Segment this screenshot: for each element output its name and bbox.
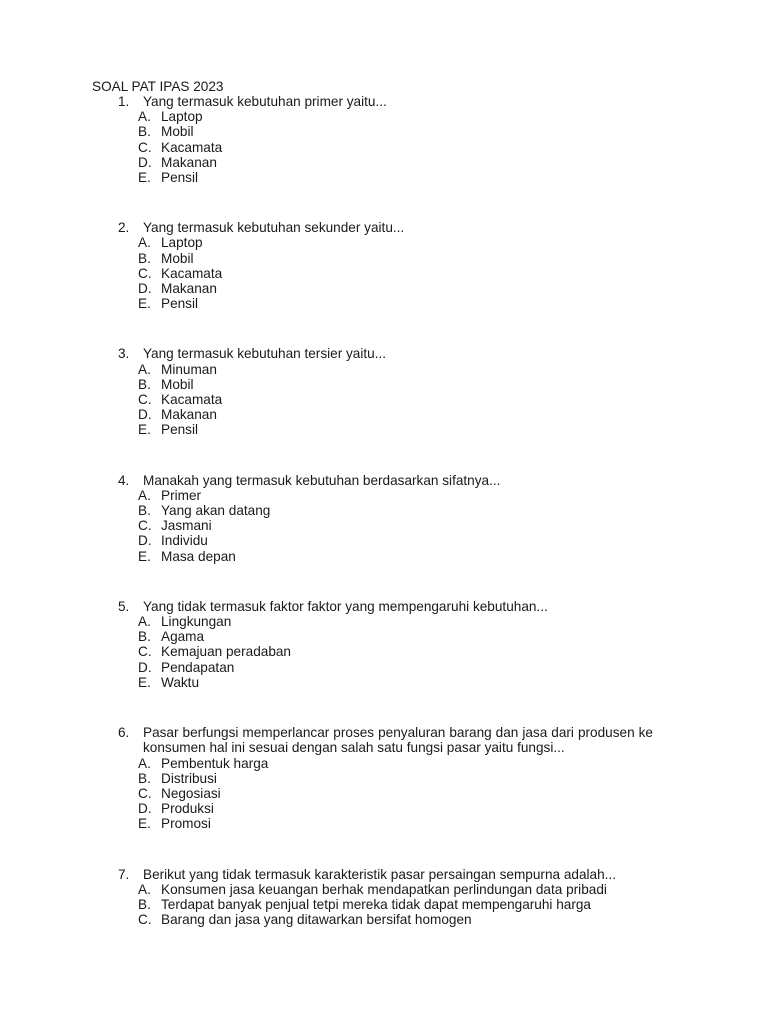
option-text: Makanan	[161, 407, 217, 423]
option-letter: B.	[138, 250, 151, 266]
question-number: 1.	[118, 94, 130, 109]
question-number: 2.	[118, 220, 130, 236]
option-letter: E.	[138, 296, 151, 312]
option-text: Primer	[161, 487, 202, 503]
answer-option	[138, 170, 653, 185]
question-stem	[118, 473, 653, 488]
question-text: Pasar berfungsi memperlancar proses penyaluran barang dan jasa dari produsen ke konsumen hal ini sesuai dengan salah satu fungsi pasar yaitu fungsi...	[143, 725, 653, 756]
answer-option	[138, 503, 653, 518]
question-stem	[118, 94, 653, 109]
answer-option	[138, 816, 653, 831]
option-text: Mobil	[161, 250, 194, 266]
option-text: Mobil	[161, 376, 194, 392]
question-item	[118, 599, 653, 690]
option-list	[138, 488, 653, 564]
answer-option	[138, 771, 653, 786]
option-letter: B.	[138, 503, 151, 519]
answer-option	[138, 756, 653, 771]
option-letter: A.	[138, 614, 151, 630]
answer-option	[138, 488, 653, 503]
answer-option	[138, 882, 653, 897]
option-text: Masa depan	[161, 548, 236, 564]
answer-option	[138, 629, 653, 644]
question-number: 4.	[118, 472, 130, 488]
option-text: Konsumen jasa keuangan berhak mendapatkan perlindungan data pribadi	[161, 881, 607, 897]
option-letter: A.	[138, 755, 151, 771]
question-text: Yang tidak termasuk faktor faktor yang mempengaruhi kebutuhan...	[143, 598, 548, 614]
option-text: Makanan	[161, 281, 217, 297]
option-letter: D.	[138, 281, 152, 297]
question-number: 7.	[118, 866, 130, 882]
answer-option	[138, 377, 653, 392]
answer-option	[138, 235, 653, 250]
question-text: Yang termasuk kebutuhan tersier yaitu...	[143, 346, 387, 362]
option-text: Laptop	[161, 109, 203, 125]
answer-option	[138, 296, 653, 311]
option-text: Minuman	[161, 361, 217, 377]
option-letter: C.	[138, 518, 152, 534]
option-letter: B.	[138, 770, 151, 786]
option-text: Distribusi	[161, 770, 217, 786]
question-text: Berikut yang tidak termasuk karakteristik pasar persaingan sempurna adalah...	[143, 866, 617, 882]
option-text: Individu	[161, 533, 208, 549]
answer-option	[138, 140, 653, 155]
answer-option	[138, 801, 653, 816]
option-letter: D.	[138, 533, 152, 549]
question-item	[118, 725, 653, 831]
option-letter: C.	[138, 139, 152, 155]
option-letter: E.	[138, 816, 151, 832]
option-letter: D.	[138, 659, 152, 675]
answer-option	[138, 533, 653, 548]
answer-option	[138, 124, 653, 139]
question-list	[118, 94, 653, 962]
question-item	[118, 473, 653, 564]
option-list	[138, 756, 653, 832]
answer-option	[138, 251, 653, 266]
option-list	[138, 235, 653, 311]
question-stem	[118, 599, 653, 614]
option-text: Negosiasi	[161, 785, 221, 801]
question-stem	[118, 220, 653, 235]
question-item	[118, 220, 653, 311]
option-text: Pendapatan	[161, 659, 235, 675]
answer-option	[138, 660, 653, 675]
option-text: Jasmani	[161, 518, 212, 534]
answer-option	[138, 266, 653, 281]
answer-option	[138, 786, 653, 801]
option-letter: A.	[138, 487, 151, 503]
option-letter: E.	[138, 170, 151, 186]
option-text: Barang dan jasa yang ditawarkan bersifat homogen	[161, 912, 472, 928]
option-text: Terdapat banyak penjual tetpi mereka tidak dapat mempengaruhi harga	[161, 896, 591, 912]
option-text: Pembentuk harga	[161, 755, 269, 771]
option-text: Kacamata	[161, 139, 223, 155]
question-stem	[118, 346, 653, 361]
answer-option	[138, 518, 653, 533]
question-item	[118, 867, 653, 928]
option-letter: C.	[138, 785, 152, 801]
option-text: Kacamata	[161, 392, 223, 408]
answer-option	[138, 109, 653, 124]
option-list	[138, 109, 653, 185]
option-text: Mobil	[161, 124, 194, 140]
option-letter: E.	[138, 674, 151, 690]
answer-option	[138, 912, 653, 927]
answer-option	[138, 392, 653, 407]
option-letter: C.	[138, 392, 152, 408]
option-letter: C.	[138, 912, 152, 928]
option-text: Pensil	[161, 170, 199, 186]
answer-option	[138, 644, 653, 659]
question-text: Manakah yang termasuk kebutuhan berdasarkan sifatnya...	[143, 472, 501, 488]
option-text: Makanan	[161, 154, 217, 170]
option-letter: D.	[138, 801, 152, 817]
option-letter: A.	[138, 881, 151, 897]
question-stem	[118, 867, 653, 882]
option-letter: D.	[138, 154, 152, 170]
question-stem	[118, 725, 653, 755]
option-list	[138, 614, 653, 690]
question-item	[118, 346, 653, 437]
option-letter: C.	[138, 644, 152, 660]
question-item	[118, 94, 653, 185]
answer-option	[138, 362, 653, 377]
answer-option	[138, 549, 653, 564]
option-text: Laptop	[161, 235, 203, 251]
option-text: Pensil	[161, 422, 199, 438]
answer-option	[138, 614, 653, 629]
option-text: Kacamata	[161, 265, 223, 281]
option-text: Promosi	[161, 816, 211, 832]
document-title: SOAL PAT IPAS 2023	[92, 79, 224, 94]
option-text: Waktu	[161, 674, 200, 690]
option-letter: E.	[138, 548, 151, 564]
answer-option	[138, 422, 653, 437]
option-letter: C.	[138, 265, 152, 281]
option-letter: B.	[138, 896, 151, 912]
question-text: Yang termasuk kebutuhan primer yaitu...	[143, 94, 387, 109]
answer-option	[138, 407, 653, 422]
option-text: Lingkungan	[161, 614, 232, 630]
option-list	[138, 362, 653, 438]
answer-option	[138, 897, 653, 912]
option-letter: B.	[138, 124, 151, 140]
option-list	[138, 882, 653, 928]
option-letter: A.	[138, 361, 151, 377]
option-letter: D.	[138, 407, 152, 423]
option-text: Yang akan datang	[161, 503, 271, 519]
option-text: Agama	[161, 629, 205, 645]
question-number: 5.	[118, 598, 130, 614]
answer-option	[138, 281, 653, 296]
option-letter: B.	[138, 376, 151, 392]
option-text: Pensil	[161, 296, 199, 312]
option-letter: A.	[138, 109, 151, 125]
option-letter: B.	[138, 629, 151, 645]
question-text: Yang termasuk kebutuhan sekunder yaitu...	[143, 220, 405, 236]
option-letter: A.	[138, 235, 151, 251]
answer-option	[138, 675, 653, 690]
question-number: 3.	[118, 346, 130, 362]
answer-option	[138, 155, 653, 170]
option-text: Kemajuan peradaban	[161, 644, 291, 660]
question-number: 6.	[118, 725, 130, 741]
option-text: Produksi	[161, 801, 214, 817]
option-letter: E.	[138, 422, 151, 438]
